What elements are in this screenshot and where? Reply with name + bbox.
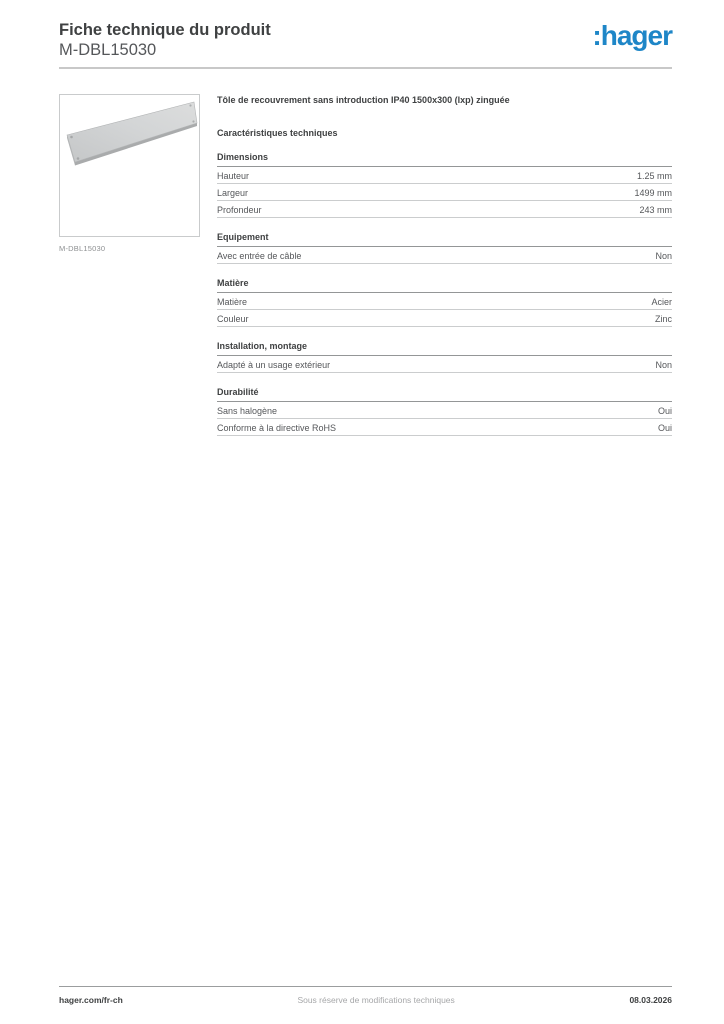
spec-label: Avec entrée de câble bbox=[217, 250, 302, 261]
header-divider bbox=[59, 67, 672, 69]
spec-section-rows bbox=[217, 402, 672, 436]
spec-section-rows bbox=[217, 293, 672, 327]
spec-value: 1499 mm bbox=[634, 187, 672, 198]
spec-label: Sans halogène bbox=[217, 405, 278, 416]
spec-section bbox=[217, 278, 672, 327]
spec-label: Adapté à un usage extérieur bbox=[217, 359, 331, 370]
footer bbox=[59, 986, 672, 1024]
spec-value: Non bbox=[655, 359, 672, 370]
spec-section-title: Installation, montage bbox=[217, 341, 672, 356]
spec-row bbox=[217, 184, 672, 201]
spec-value: Acier bbox=[651, 296, 672, 307]
hager-logo: :hager bbox=[592, 20, 672, 51]
product-image bbox=[59, 94, 200, 237]
spec-label: Couleur bbox=[217, 313, 249, 324]
spec-value: Non bbox=[655, 250, 672, 261]
spec-section bbox=[217, 152, 672, 218]
cover-plate-illustration bbox=[60, 95, 199, 236]
product-reference: M-DBL15030 bbox=[59, 41, 157, 59]
spec-section bbox=[217, 232, 672, 264]
specs-column bbox=[217, 94, 672, 436]
page-title: Fiche technique du produit bbox=[59, 21, 271, 39]
main-content bbox=[59, 94, 672, 436]
spec-row bbox=[217, 293, 672, 310]
spec-section-rows bbox=[217, 247, 672, 264]
spec-row bbox=[217, 402, 672, 419]
spec-section-title: Dimensions bbox=[217, 152, 672, 167]
image-caption: M-DBL15030 bbox=[59, 244, 106, 253]
characteristics-title: Caractéristiques techniques bbox=[217, 128, 338, 138]
spec-row bbox=[217, 247, 672, 264]
spec-row bbox=[217, 310, 672, 327]
spec-value: 1.25 mm bbox=[636, 170, 672, 181]
header-titles bbox=[59, 20, 271, 60]
datasheet-page bbox=[0, 0, 724, 436]
spec-row bbox=[217, 356, 672, 373]
footer-website: hager.com/fr-ch bbox=[59, 995, 123, 1005]
footer-disclaimer: Sous réserve de modifications techniques bbox=[297, 995, 455, 1005]
footer-row bbox=[59, 995, 672, 1005]
product-description: Tôle de recouvrement sans introduction IP40 1500x300 (lxp) zinguée bbox=[217, 95, 510, 105]
header bbox=[59, 20, 672, 60]
spec-label: Profondeur bbox=[217, 204, 262, 215]
spec-value: 243 mm bbox=[639, 204, 672, 215]
product-image-column bbox=[59, 94, 200, 436]
spec-label: Matière bbox=[217, 296, 248, 307]
spec-section bbox=[217, 341, 672, 373]
spec-label: Largeur bbox=[217, 187, 249, 198]
spec-row bbox=[217, 167, 672, 184]
spec-value: Zinc bbox=[654, 313, 672, 324]
spec-value: Oui bbox=[657, 422, 672, 433]
spec-row bbox=[217, 419, 672, 436]
spec-value: Oui bbox=[657, 405, 672, 416]
footer-date: 08.03.2026 bbox=[629, 995, 672, 1005]
spec-section-title: Equipement bbox=[217, 232, 672, 247]
spec-section bbox=[217, 387, 672, 436]
spec-section-title: Matière bbox=[217, 278, 672, 293]
spec-section-title: Durabilité bbox=[217, 387, 672, 402]
spec-sections bbox=[217, 152, 672, 436]
spec-section-rows bbox=[217, 167, 672, 218]
spec-label: Hauteur bbox=[217, 170, 250, 181]
spec-row bbox=[217, 201, 672, 218]
spec-label: Conforme à la directive RoHS bbox=[217, 422, 337, 433]
spec-section-rows bbox=[217, 356, 672, 373]
